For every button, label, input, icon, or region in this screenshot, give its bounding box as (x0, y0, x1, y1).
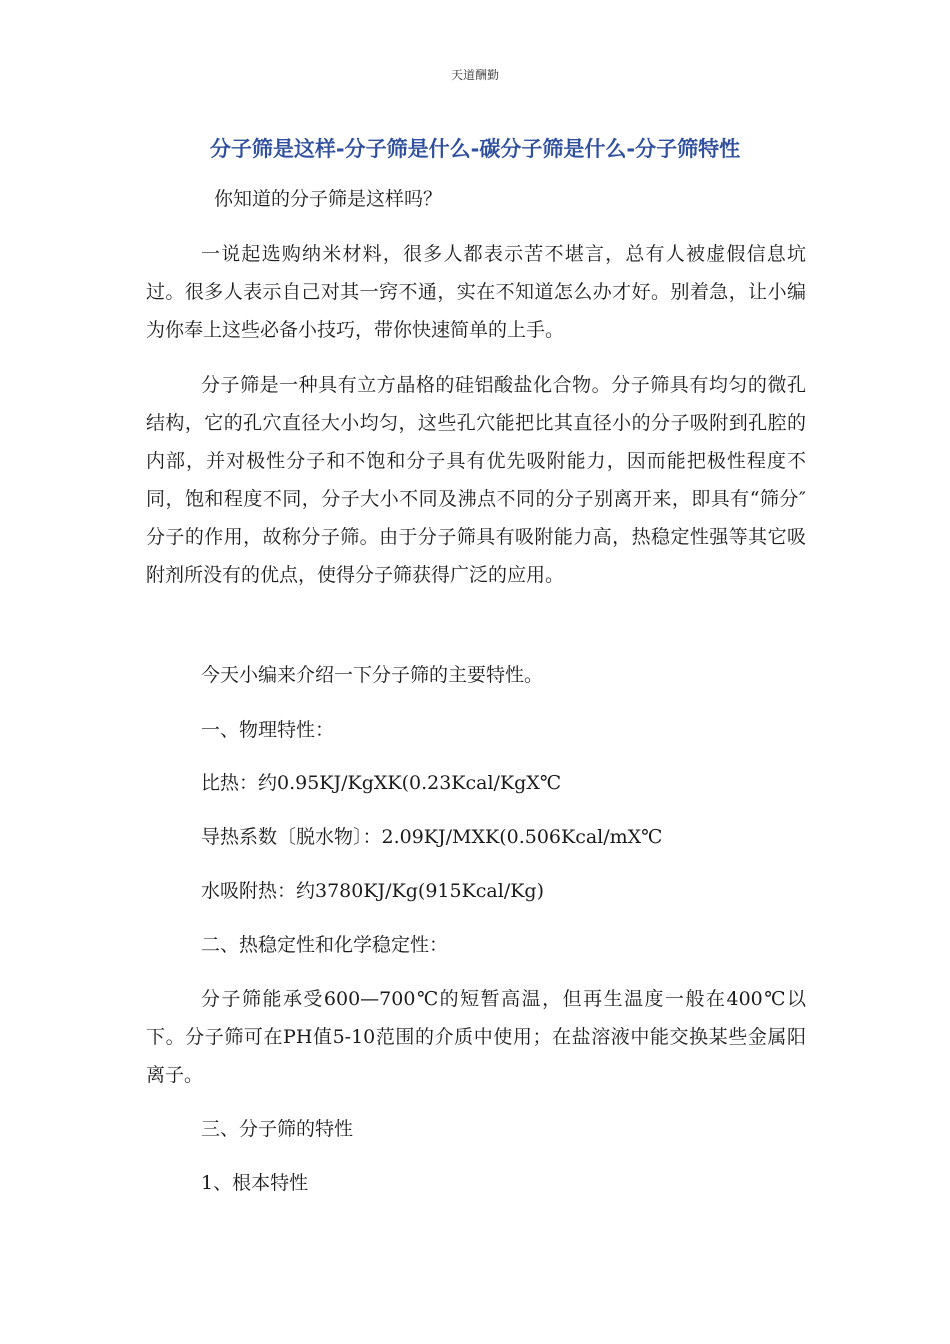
subheading-basic-properties: 1、根本特性 (201, 1172, 309, 1194)
spec-water-adsorption-heat: 水吸附热：约3780KJ/Kg(915Kcal/Kg) (201, 880, 545, 902)
intro-question: 你知道的分子筛是这样吗？ (214, 188, 443, 210)
section-heading-physical: 一、物理特性： (201, 719, 335, 741)
paragraph-intro: 一说起选购纳米材料，很多人都表示苦不堪言，总有人被虚假信息坑过。很多人表示自己对其一窍不通，实在不知道怎么办才好。别着急，让小编为你奉上这些必备小技巧，带你快速简单的上手。 (146, 243, 806, 341)
page-header: 天道酬勤 (450, 68, 499, 82)
section-heading-properties: 三、分子筛的特性 (201, 1118, 354, 1140)
paragraph-today: 今天小编来介绍一下分子筛的主要特性。 (201, 664, 544, 686)
section-heading-stability: 二、热稳定性和化学稳定性： (201, 934, 449, 956)
spec-specific-heat: 比热：约0.95KJ/KgXK(0.23Kcal/KgX℃ (201, 772, 562, 794)
spec-thermal-conductivity: 导热系数〔脱水物〕：2.09KJ/MXK(0.506Kcal/mX℃ (201, 826, 663, 848)
paragraph-definition: 分子筛是一种具有立方晶格的硅铝酸盐化合物。分子筛具有均匀的微孔结构，它的孔穴直径大小均匀，这些孔穴能把比其直径小的分子吸附到孔腔的内部，并对极性分子和不饱和分子具有优先吸附能力，因而能把极性程度不同，饱和程度不同，分子大小不同及沸点不同的分子别离开来，即具有“筛分″分子的作用，故称分子筛。由于分子筛具有吸附能力高，热稳定性强等其它吸附剂所没有的优点，使得分子筛获得广泛的应用。 (146, 374, 806, 586)
document-title: 分子筛是这样-分子筛是什么-碳分子筛是什么-分子筛特性 (209, 137, 741, 161)
paragraph-stability: 分子筛能承受600—700℃的短暂高温，但再生温度一般在400℃以下。分子筛可在PH值5-10范围的介质中使用；在盐溶液中能交换某些金属阳离子。 (146, 988, 806, 1086)
